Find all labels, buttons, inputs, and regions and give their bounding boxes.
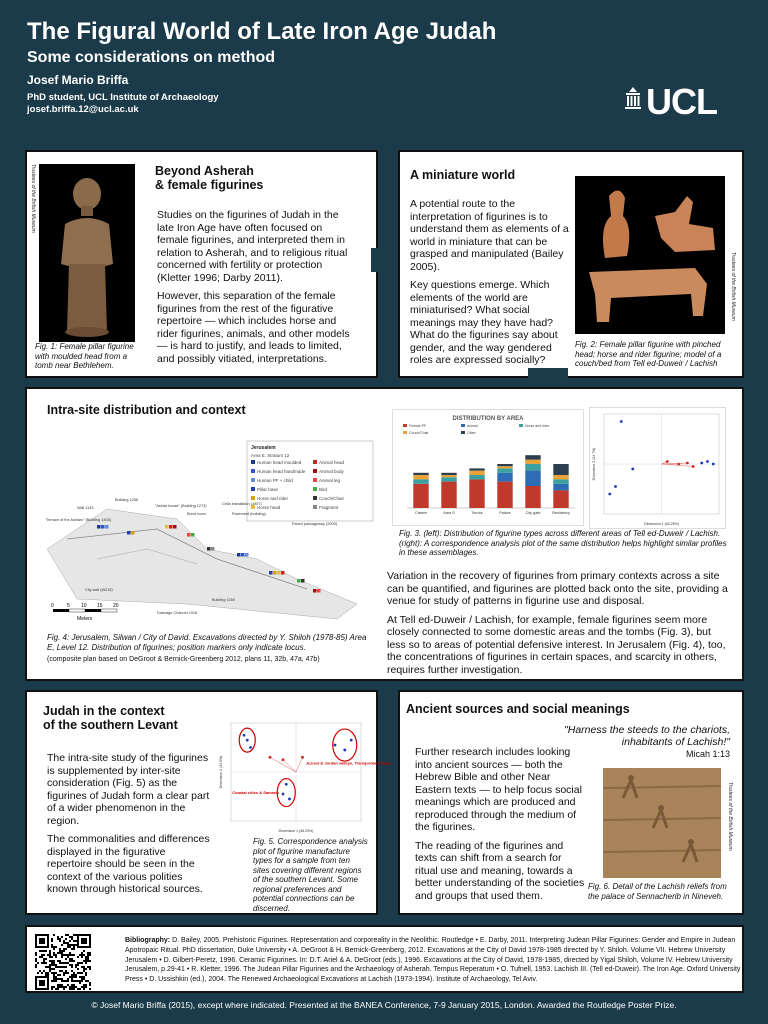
x-axis-label: Dimension 1 (60.25%)	[644, 522, 679, 526]
panel3-body	[387, 570, 732, 682]
email-link[interactable]: josef.briffa.12@ucl.ac.uk	[27, 104, 139, 115]
scatter-point	[334, 744, 337, 747]
legend-swatch	[313, 487, 317, 491]
figurine-photo-fig2	[575, 176, 725, 334]
scatter-point	[700, 462, 703, 465]
fig3-caption: Fig. 3. (left): Distribution of figurine types across different areas of Tell ed-Duweir / Lachish. (right): A correspondence analysis plot of the same distribution helps highlight similar profiles in these assemblages.	[399, 529, 727, 557]
bar-segment	[497, 468, 512, 472]
map-label: Building 1000	[212, 598, 236, 602]
panel1-paragraph-1: Studies on the figurines of Judah in the late Iron Age have often focused on female figurines, and interpreted them in relation to Asherah, and to religious ritual concerned with fertility or protection (Kletter 1996; Darby 2011).	[157, 209, 348, 284]
scatter-point	[288, 798, 291, 801]
legend-swatch	[251, 487, 255, 491]
scatter-point	[631, 468, 634, 471]
bar-segment	[525, 486, 540, 508]
scatter-point	[282, 793, 285, 796]
scatter-point	[246, 739, 249, 742]
arrow-right-1	[369, 240, 399, 280]
legend-swatch	[403, 424, 407, 427]
bar-segment	[553, 490, 568, 508]
legend-label: Fragment	[319, 505, 339, 510]
legend-label: Pillar base	[257, 487, 279, 492]
map-label: Pavement (building)	[232, 512, 266, 516]
panel4-title: Judah in the context of the southern Levant	[43, 704, 178, 732]
bar-segment	[469, 479, 484, 508]
panel4-paragraph-1: The intra-site study of the figurines is supplemented by inter-site consideration (Fig. 5) as the figurines of Judah form a clear part of a wider phenomenon in the region.	[47, 752, 210, 827]
legend-swatch	[251, 478, 255, 482]
bibliography-label: Bibliography:	[125, 937, 171, 944]
map-marker	[317, 589, 321, 593]
map-label: "Ashlar house" (Building 1273)	[155, 504, 207, 508]
scatter-point	[285, 783, 288, 786]
legend-swatch	[251, 496, 255, 500]
fig5-caption: Fig. 5. Correspondence analysis plot of figurine manufacture types for a sample from ten sites covering different regions of the southern Levant. Some regional preferences and potential connections can be discerned.	[253, 837, 368, 913]
scatter-point	[343, 749, 346, 752]
panel5-paragraph-1: Further research includes looking into ancient sources — both the Hebrew Bible and other Near Eastern texts — to help focus social meanings which are produced and reproduced through the medium of the figurines.	[415, 746, 582, 833]
scatter-point	[666, 460, 669, 463]
legend-label: Animal body	[319, 469, 344, 474]
bar-segment	[413, 484, 428, 508]
legend-swatch	[403, 431, 407, 434]
map-marker	[277, 571, 281, 575]
map-marker	[97, 525, 101, 529]
bibliography-references: D. Bailey, 2005. Prehistoric Figurines. Representation and corporeality in the Neolithic. Routledge • E. Darby, 2011. Interpreting Judean Pillar Figurines: Gender and Empire in Judean Apotropaic Ritual. PhD dissertation, Duke University • A. DeGroot & H. Bernick-Greenberg, 2012. Excavations at the City of David 1978-1985 directed by Y. Shiloh. Volume VII. Hebrew University Jerusalem • D. Gilbert-Peretz, 1996. Ceramic Figurines. In: D.T. Ariel & A. DeGroot (eds.), 1996. Excavations at the City of David, 1978-1985, directed by Yigal Shiloh, Volume IV. Hebrew University Jerusalem, p.29-41 • R. Kletter, 1996. The Judean Pillar Figurines and the Archaeology of Asherah. Tempus Reperatum • O. Tufnell, 1953. Lachish III. (Tell ed-Duweir). The Iron Age. Oxford University Press • D. Ussishkin (ed.), 2004. The Renewed Archaeological Excavations at Lachish (1973-1994). Institute of Archaeology, Tel Aviv.	[125, 937, 741, 984]
map-marker	[173, 525, 177, 529]
x-tick-label: Cistern	[414, 511, 428, 515]
legend-label: Human head handmade	[257, 469, 306, 474]
quote-reference: Micah 1:13	[685, 749, 730, 759]
bar-segment	[441, 477, 456, 481]
scatter-point	[686, 462, 689, 465]
map-legend-subtitle: Area E, Stratum 12	[251, 453, 290, 458]
bar-segment	[525, 471, 540, 486]
footer-copyright: © Josef Mario Briffa (2015), except where indicated. Presented at the BANEA Conference, 7-9 January 2015, London. Awarded the Routledge Poster Prize.	[91, 1000, 677, 1010]
bar-segment	[469, 468, 484, 470]
panel1-body	[157, 209, 353, 371]
fig4-caption: Fig. 4: Jerusalem, Silwan / City of David. Excavations directed by Y. Shiloh (1978-85) Area E, Level 12. Distribution of figurines; position markers only indicate locus.	[47, 633, 367, 652]
legend-swatch	[519, 424, 523, 427]
vector-line	[662, 464, 694, 467]
y-axis-label: Dimension 2 (24.7%)	[592, 447, 596, 481]
cluster-circle	[277, 779, 295, 807]
x-tick-label: City gate	[525, 511, 541, 515]
y-axis-label: Dimension 2 (20.5%)	[219, 755, 223, 789]
bar-segment	[525, 464, 540, 471]
panel-miniature-world	[398, 150, 744, 378]
legend-label: Female PF	[409, 424, 427, 428]
panel5-title: Ancient sources and social meanings	[406, 702, 630, 716]
poster-subtitle: Some considerations on method	[27, 49, 276, 66]
qr-code[interactable]	[35, 934, 91, 990]
panel2-paragraph-2: Key questions emerge. Which elements of the world are miniaturised? What social meanings may they have had? What do the figurines say about gender, and the way gendered roles are expressed socially?	[410, 279, 558, 366]
legend-swatch	[251, 469, 255, 473]
fig6-caption: Fig. 6. Detail of the Lachish reliefs from the palace of Sennacherib in Nineveh.	[588, 882, 727, 901]
legend-label: Horse and rider	[257, 496, 289, 501]
legend-label: Horse and rider	[525, 424, 550, 428]
panel5-paragraph-2: The reading of the figurines and texts can shift from a search for ritual use and meaning, towards a better understanding of the societies and groups that used them.	[415, 839, 585, 902]
panel1-title: Beyond Asherah & female figurines	[155, 164, 264, 192]
scale-tick: 15	[97, 603, 103, 609]
lachish-relief-photo	[603, 768, 721, 878]
x-tick-label: Area S	[443, 511, 455, 515]
map-marker	[211, 547, 215, 551]
map-marker	[105, 525, 109, 529]
scatter-point	[249, 746, 252, 749]
map-label: Wall 1133	[77, 506, 94, 510]
map-marker	[101, 525, 105, 529]
x-tick-label: Palace	[499, 511, 511, 515]
map-label: Paved passageway (2009)	[292, 522, 337, 526]
legend-label: Other	[467, 431, 476, 435]
map-marker	[169, 525, 173, 529]
panel3-paragraph-1: Variation in the recovery of figurines from primary contexts across a site can be quantified, and figurines are plotted back onto the site, providing a venue for study of patterns in figurine use and disposal.	[387, 570, 728, 607]
scatter-point	[608, 493, 611, 496]
photo-credit-fig1: Trustees of the British Museum	[30, 164, 36, 233]
bar-segment	[497, 464, 512, 466]
scatter-point	[350, 739, 353, 742]
map-label: "Terrace of the Ashlars" (Building 1403)	[45, 518, 112, 522]
scale-tick: 20	[113, 603, 119, 609]
map-marker	[131, 531, 135, 535]
map-marker	[245, 553, 249, 557]
map-legend-title: Jerusalem	[251, 445, 276, 451]
bar-segment	[497, 466, 512, 468]
panel2-paragraph-1: A potential route to the interpretation of figurines is to understand them as elements of a world in miniature that can be grasped and manipulated (Bailey 2005).	[410, 198, 569, 273]
bar-segment	[469, 475, 484, 479]
map-marker	[191, 533, 195, 537]
fig4-caption-source: (composite plan based on DeGroot & Bernick-Greenberg 2012, plans 11, 32b, 47a, 47b)	[47, 656, 320, 663]
bar-segment	[553, 475, 568, 479]
bar-segment	[553, 484, 568, 491]
map-label: City wall (W215)	[85, 588, 113, 592]
panel5-body	[415, 746, 585, 908]
bar-segment	[413, 473, 428, 475]
x-axis-label: Dimension 1 (46.25%)	[278, 829, 314, 833]
bar-segment	[553, 479, 568, 483]
bibliography-text	[125, 936, 745, 985]
legend-swatch	[313, 460, 317, 464]
bar-segment	[413, 479, 428, 483]
ucl-portico-icon	[622, 86, 644, 112]
bar-segment	[441, 473, 456, 475]
photo-credit-fig6: Trustees of the British Museum	[727, 782, 733, 851]
panel-beyond-asherah	[25, 150, 378, 378]
bar-segment	[497, 473, 512, 482]
scatter-point	[282, 758, 285, 761]
scatter-point	[712, 463, 715, 466]
legend-label: Bird	[319, 487, 328, 492]
panel3-paragraph-2: At Tell ed-Duweir / Lachish, for example, female figurines seem more closely connected to some domestic areas and the tombs (Fig. 3), but less so to areas of potential defensive interest. In Jerusalem (Fig. 4), too, the concentrations of figurines in certain spaces, and scarcity in others, requires further investigation.	[387, 613, 726, 676]
legend-label: Human head moulded	[257, 460, 302, 465]
ucl-logo: UCL	[646, 81, 717, 122]
scale-tick: 10	[81, 603, 87, 609]
scale-tick: 5	[67, 603, 70, 609]
fig2-caption: Fig. 2: Female pillar figurine with pinched head; horse and rider figurine; model of a couch/bed from Tell ed-Duweir / Lachish	[575, 340, 722, 368]
legend-swatch	[251, 460, 255, 464]
map-marker	[187, 533, 191, 537]
figurine-photo-fig1	[39, 164, 135, 342]
panel-intra-site	[25, 387, 744, 681]
cluster-label-jezreel: Jezreel & Jordan valleys, Transjordan, Negev	[305, 760, 392, 766]
chart-title: DISTRIBUTION BY AREA	[452, 416, 524, 422]
map-marker	[165, 525, 169, 529]
legend-label: Couch/Chair	[319, 496, 345, 501]
map-label: Cella installation (1907)	[222, 502, 262, 506]
affiliation-text: PhD student, UCL Institute of Archaeology	[27, 92, 219, 103]
scatter-point	[301, 756, 304, 759]
bar-segment	[553, 464, 568, 475]
legend-swatch	[313, 505, 317, 509]
map-marker	[273, 571, 277, 575]
map-scale-bar	[51, 603, 119, 622]
panel1-paragraph-2: However, this separation of the female figurines from the rest of the figurative repertoire — which includes horse and rider figurines, animals, and other models — is hard to justify, and leads to limited, and possibly vitiated, interpretations.	[157, 290, 350, 365]
author-name: Josef Mario Briffa	[27, 73, 129, 87]
poster-title: The Figural World of Late Iron Age Judah	[27, 18, 497, 45]
author-affiliation	[27, 92, 219, 116]
map-marker	[313, 589, 317, 593]
map-marker	[269, 571, 273, 575]
bar-chart-distribution	[392, 409, 584, 526]
legend-swatch	[461, 424, 465, 427]
bar-segment	[525, 460, 540, 464]
map-marker	[207, 547, 211, 551]
legend-label: Animal head	[319, 460, 345, 465]
legend-swatch	[313, 496, 317, 500]
panel-judah-levant	[25, 690, 392, 915]
scatter-point	[614, 485, 617, 488]
panel2-title: A miniature world	[410, 168, 516, 182]
legend-label: Animal leg	[319, 478, 341, 483]
scatter-point	[692, 465, 695, 468]
legend-label: Human PF + child	[257, 478, 293, 483]
panel4-paragraph-2: The commonalities and differences displayed in the figurative repertoire should be seen in the context of the various polities known through historical sources.	[47, 833, 210, 895]
poster-header	[0, 0, 768, 124]
panel-ancient-sources	[398, 690, 744, 915]
x-tick-label: Tombs	[471, 511, 483, 515]
scatter-point	[706, 460, 709, 463]
map-marker	[301, 579, 305, 583]
legend-label: Animal	[467, 424, 478, 428]
bar-segment	[469, 471, 484, 475]
map-marker	[281, 571, 285, 575]
bar-segment	[441, 475, 456, 477]
vector-line	[296, 757, 303, 772]
scatter-point	[269, 756, 272, 759]
scatter-point	[677, 463, 680, 466]
bar-segment	[441, 482, 456, 508]
ca-plot-levant	[217, 717, 392, 835]
legend-swatch	[461, 431, 465, 434]
bar-segment	[525, 455, 540, 459]
bar-segment	[497, 482, 512, 508]
map-label: Drainage Channel L918	[157, 611, 198, 615]
scatter-point	[620, 420, 623, 423]
quote-text: "Harness the steeds to the chariots, inhabitants of Lachish!"	[564, 724, 730, 748]
scale-unit: Meters	[77, 616, 93, 622]
fig1-caption: Fig. 1: Female pillar figurine with moulded head from a tomb near Bethlehem.	[35, 342, 134, 370]
map-marker	[127, 531, 131, 535]
legend-label: Couch/Chair	[409, 431, 429, 435]
x-tick-label: Residency	[552, 511, 570, 515]
map-marker	[237, 553, 241, 557]
map-label: Building 1256	[115, 498, 139, 502]
scatter-point	[243, 734, 246, 737]
panel4-body	[47, 752, 212, 902]
cluster-label-coastal: Coastal cities & Samaria	[232, 790, 279, 796]
legend-label: Horse head	[257, 505, 281, 510]
bar-segment	[413, 475, 428, 479]
panel2-body	[410, 198, 570, 373]
map-marker	[241, 553, 245, 557]
legend-swatch	[313, 478, 317, 482]
photo-credit-fig2: Trustees of the British Museum	[730, 252, 736, 321]
panel3-title: Intra-site distribution and context	[47, 403, 246, 417]
map-marker	[297, 579, 301, 583]
legend-swatch	[313, 469, 317, 473]
ca-plot-lachish	[589, 407, 726, 529]
jerusalem-plan-map	[37, 429, 377, 629]
map-label: Burnt room	[187, 512, 206, 516]
scale-tick: 0	[51, 603, 54, 609]
